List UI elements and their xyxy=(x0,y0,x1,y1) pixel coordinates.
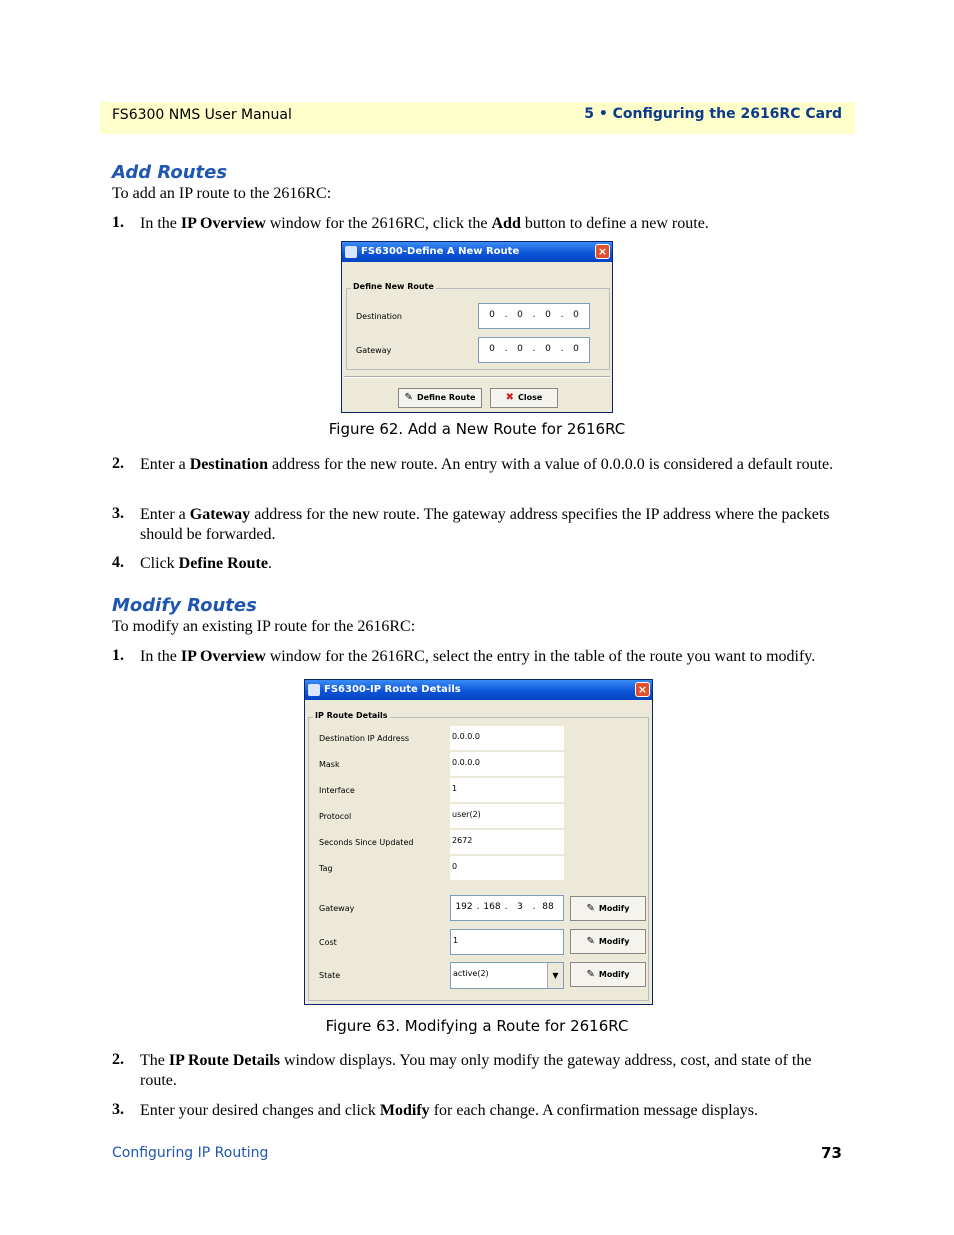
field-value: 0.0.0.0 xyxy=(450,752,564,776)
destination-ip-input[interactable]: 0 . 0 . 0 . 0 xyxy=(478,303,590,329)
field-label: Interface xyxy=(319,786,355,795)
section-heading-add-routes: Add Routes xyxy=(112,162,228,183)
key-icon: ✎ xyxy=(404,392,413,403)
field-label: Tag xyxy=(319,864,333,873)
window-title: FS6300-Define A New Route xyxy=(361,246,520,257)
field-label: Destination IP Address xyxy=(319,734,410,743)
group-label: IP Route Details xyxy=(315,711,388,720)
destination-label: Destination xyxy=(356,312,402,321)
close-icon[interactable]: × xyxy=(635,682,650,697)
step-number: 1. xyxy=(112,214,124,231)
chevron-down-icon[interactable]: ▼ xyxy=(547,963,563,988)
field-label: Mask xyxy=(319,760,340,769)
cost-input[interactable]: 1 xyxy=(450,929,564,955)
header-chapter-title: 5 • Configuring the 2616RC Card xyxy=(584,106,842,122)
section-heading-modify-routes: Modify Routes xyxy=(112,595,257,616)
group-label: Define New Route xyxy=(353,282,434,291)
gateway-ip-input[interactable]: 0 . 0 . 0 . 0 xyxy=(478,337,590,363)
field-value: 2672 xyxy=(450,830,564,854)
gateway-label: Gateway xyxy=(356,346,392,355)
figure-62-caption: Figure 62. Add a New Route for 2616RC xyxy=(328,420,626,438)
add-step-3: Enter a Gateway address for the new route. The gateway address specifies the IP address where the packets should be forwarded. xyxy=(140,506,830,543)
add-step-4: Click Define Route. xyxy=(140,555,272,572)
modify-step-2: The IP Route Details window displays. You may only modify the gateway address, cost, and state of the route. xyxy=(140,1052,812,1089)
step-number: 2. xyxy=(112,1051,124,1068)
field-value: 0 xyxy=(450,856,564,880)
modify-routes-intro: To modify an existing IP route for the 2616RC: xyxy=(112,618,416,635)
modify-gateway-button[interactable]: ✎ Modify xyxy=(570,896,646,921)
close-x-icon: ✖ xyxy=(505,392,515,403)
step-number: 3. xyxy=(112,505,124,522)
close-icon[interactable]: × xyxy=(595,244,610,259)
field-label: Seconds Since Updated xyxy=(319,838,414,847)
cost-label: Cost xyxy=(319,938,337,947)
step-number: 4. xyxy=(112,554,124,571)
modify-step-3: Enter your desired changes and click Modify for each change. A confirmation message displays. xyxy=(140,1102,759,1119)
add-routes-intro: To add an IP route to the 2616RC: xyxy=(112,185,332,202)
add-step-1: In the IP Overview window for the 2616RC, click the Add button to define a new route. xyxy=(140,215,709,232)
app-icon xyxy=(308,684,320,696)
key-icon: ✎ xyxy=(586,903,595,914)
ip-route-titlebar xyxy=(305,680,652,700)
field-value: 1 xyxy=(450,778,564,802)
step-number: 1. xyxy=(112,647,124,664)
footer-section-title: Configuring IP Routing xyxy=(112,1145,269,1161)
define-route-window xyxy=(341,241,613,413)
modify-step-1: In the IP Overview window for the 2616RC, select the entry in the table of the route you want to modify. xyxy=(140,648,816,665)
gateway-ip-input[interactable]: 192 . 168 . 3 . 88 xyxy=(450,895,564,921)
field-value: 0.0.0.0 xyxy=(450,726,564,750)
key-icon: ✎ xyxy=(586,936,595,947)
add-step-2: Enter a Destination address for the new route. An entry with a value of 0.0.0.0 is considered a default route. xyxy=(140,456,834,473)
field-value: user(2) xyxy=(450,804,564,828)
step-number: 3. xyxy=(112,1101,124,1118)
page-number: 73 xyxy=(821,1144,842,1162)
window-title: FS6300-IP Route Details xyxy=(324,684,461,695)
state-label: State xyxy=(319,971,341,980)
modify-state-button[interactable]: ✎ Modify xyxy=(570,962,646,987)
divider xyxy=(344,376,610,378)
step-number: 2. xyxy=(112,455,124,472)
ip-route-details-window xyxy=(304,679,653,1005)
define-route-titlebar xyxy=(342,242,612,262)
define-route-button[interactable]: ✎ Define Route xyxy=(398,388,482,408)
gateway-label: Gateway xyxy=(319,904,355,913)
close-button[interactable]: ✖ Close xyxy=(490,388,558,408)
figure-63-caption: Figure 63. Modifying a Route for 2616RC xyxy=(325,1017,629,1035)
header-manual-title: FS6300 NMS User Manual xyxy=(112,107,292,123)
state-select[interactable]: active(2) ▼ xyxy=(450,962,564,989)
modify-cost-button[interactable]: ✎ Modify xyxy=(570,929,646,954)
key-icon: ✎ xyxy=(586,969,595,980)
field-label: Protocol xyxy=(319,812,352,821)
app-icon xyxy=(345,246,357,258)
